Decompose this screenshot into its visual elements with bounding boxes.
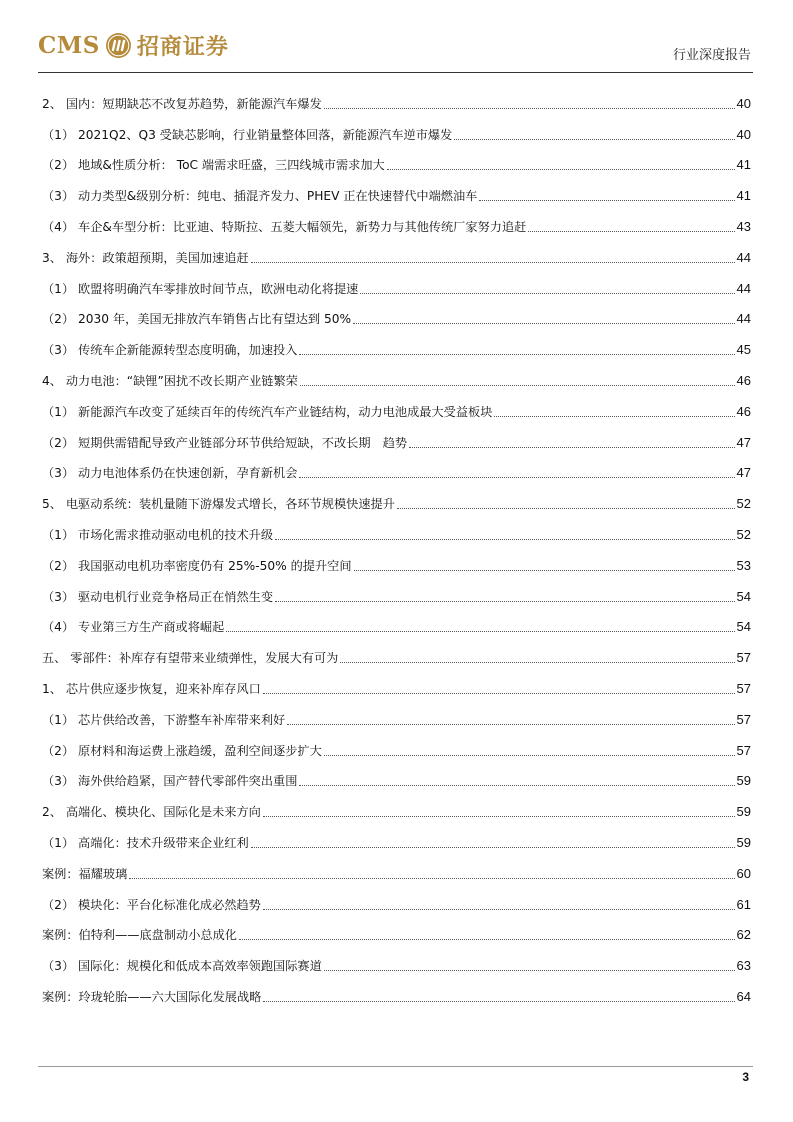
toc-entry-page: 57 [736, 680, 751, 696]
toc-dot-leader [528, 231, 734, 232]
toc-entry[interactable] [42, 852, 751, 883]
toc-entry[interactable] [42, 544, 751, 575]
toc-entry-title: （1） 新能源汽车改变了延续百年的传统汽车产业链结构，动力电池成最大受益板块 [42, 404, 493, 419]
toc-entry[interactable] [42, 390, 751, 421]
toc-entry-title: 案例：福耀玻璃 [42, 866, 128, 881]
toc-entry-page: 47 [736, 465, 751, 481]
toc-dot-leader [263, 1001, 734, 1002]
company-logo [38, 28, 229, 62]
toc-dot-leader [300, 385, 735, 386]
toc-entry-title: 4、 动力电池：“缺锂”困扰不改长期产业链繁荣 [42, 373, 298, 388]
toc-dot-leader [324, 108, 735, 109]
toc-entry-title: （3） 动力电池体系仍在快速创新，孕育新机会 [42, 466, 298, 481]
toc-entry-title: 1、 芯片供应逐步恢复，迎来补库存风口 [42, 681, 261, 696]
toc-dot-leader [251, 262, 735, 263]
toc-entry-title: （3） 动力类型&级别分析：纯电、插混齐发力、PHEV 正在快速替代中端燃油车 [42, 189, 478, 204]
toc-entry-title: 3、 海外：政策超预期，美国加速追赶 [42, 250, 249, 265]
toc-entry-page: 46 [736, 403, 751, 419]
toc-entry[interactable] [42, 790, 751, 821]
toc-entry[interactable] [42, 606, 751, 637]
toc-entry[interactable] [42, 267, 751, 298]
toc-dot-leader [324, 970, 735, 971]
toc-entry-title: （2） 短期供需错配导致产业链部分环节供给短缺，不改长期 趋势 [42, 435, 408, 450]
toc-entry-title: （1） 市场化需求推动驱动电机的技术升级 [42, 527, 274, 542]
toc-entry-page: 44 [736, 280, 751, 296]
toc-entry-page: 47 [736, 434, 751, 450]
toc-dot-leader [239, 939, 735, 940]
toc-entry-title: （4） 车企&车型分析：比亚迪、特斯拉、五菱大幅领先，新势力与其他传统厂家努力追赶 [42, 219, 527, 234]
toc-entry[interactable] [42, 298, 751, 329]
toc-entry[interactable] [42, 328, 751, 359]
toc-entry-title: （2） 模块化：平台化标准化成必然趋势 [42, 897, 261, 912]
toc-dot-leader [263, 816, 735, 817]
toc-entry-page: 53 [736, 557, 751, 573]
toc-entry-page: 59 [736, 773, 751, 789]
toc-dot-leader [275, 601, 735, 602]
page-number: 3 [742, 1070, 749, 1084]
toc-entry[interactable] [42, 482, 751, 513]
toc-dot-leader [360, 293, 734, 294]
toc-entry[interactable] [42, 174, 751, 205]
toc-entry[interactable] [42, 205, 751, 236]
toc-dot-leader [353, 323, 734, 324]
toc-dot-leader [299, 477, 734, 478]
toc-entry-page: 41 [736, 157, 751, 173]
toc-entry-title: （1） 芯片供给改善，下游整车补库带来利好 [42, 712, 286, 727]
toc-entry[interactable] [42, 760, 751, 791]
toc-dot-leader [299, 354, 734, 355]
logo-latin-text: CMS [38, 31, 100, 59]
toc-entry[interactable] [42, 975, 751, 1006]
toc-entry-page: 44 [736, 311, 751, 327]
toc-entry-page: 59 [736, 804, 751, 820]
toc-entry-title: （2） 我国驱动电机功率密度仍有 25%-50% 的提升空间 [42, 558, 352, 573]
toc-entry-title: （4） 专业第三方生产商或将崛起 [42, 620, 225, 635]
toc-entry-title: （3） 海外供给趋紧，国产替代零部件突出重围 [42, 774, 298, 789]
toc-entry[interactable] [42, 667, 751, 698]
toc-dot-leader [299, 785, 734, 786]
table-of-contents [42, 82, 751, 1006]
toc-entry[interactable] [42, 729, 751, 760]
toc-entry[interactable] [42, 821, 751, 852]
toc-entry[interactable] [42, 113, 751, 144]
toc-dot-leader [287, 724, 734, 725]
toc-entry-title: （2） 2030 年，美国无排放汽车销售占比有望达到 50% [42, 312, 352, 327]
toc-entry[interactable] [42, 575, 751, 606]
header-divider [38, 72, 753, 73]
toc-dot-leader [324, 755, 735, 756]
toc-dot-leader [387, 169, 735, 170]
toc-dot-leader [251, 847, 735, 848]
toc-entry-title: 案例：玲珑轮胎——六大国际化发展战略 [42, 989, 262, 1004]
toc-entry-page: 44 [736, 249, 751, 265]
toc-entry-page: 40 [736, 126, 751, 142]
toc-entry-page: 59 [736, 834, 751, 850]
toc-entry[interactable] [42, 82, 751, 113]
toc-entry-title: 5、 电驱动系统：装机量随下游爆发式增长，各环节规模快速提升 [42, 497, 395, 512]
toc-entry-title: （3） 传统车企新能源转型态度明确，加速投入 [42, 343, 298, 358]
toc-entry[interactable] [42, 144, 751, 175]
toc-entry-title: （3） 国际化：规模化和低成本高效率领跑国际赛道 [42, 959, 322, 974]
toc-entry[interactable] [42, 636, 751, 667]
toc-dot-leader [129, 878, 734, 879]
logo-chinese-text: 招商证券 [136, 33, 229, 60]
toc-entry-page: 63 [736, 958, 751, 974]
toc-dot-leader [409, 447, 734, 448]
toc-entry-page: 64 [736, 988, 751, 1004]
toc-entry-page: 57 [736, 650, 751, 666]
toc-dot-leader [263, 909, 735, 910]
toc-entry-title: （1） 高端化：技术升级带来企业红利 [42, 835, 249, 850]
toc-entry-page: 54 [736, 588, 751, 604]
toc-entry-title: （3） 驱动电机行业竞争格局正在悄然生变 [42, 589, 274, 604]
toc-entry[interactable] [42, 452, 751, 483]
toc-entry-page: 43 [736, 218, 751, 234]
toc-entry[interactable] [42, 914, 751, 945]
toc-entry-page: 61 [736, 896, 751, 912]
footer-divider [38, 1066, 753, 1067]
toc-entry-page: 52 [736, 526, 751, 542]
report-type-label: 行业深度报告 [672, 48, 751, 63]
toc-entry-title: 2、 高端化、模块化、国际化是未来方向 [42, 805, 261, 820]
toc-entry-title: 2、 国内：短期缺芯不改复苏趋势，新能源汽车爆发 [42, 96, 322, 111]
toc-entry-page: 40 [736, 95, 751, 111]
toc-entry-page: 54 [736, 619, 751, 635]
toc-entry-title: （2） 地域&性质分析： ToC 端需求旺盛，三四线城市需求加大 [42, 158, 385, 173]
toc-entry-page: 41 [736, 188, 751, 204]
toc-entry[interactable] [42, 236, 751, 267]
toc-dot-leader [397, 508, 735, 509]
toc-entry-page: 46 [736, 372, 751, 388]
toc-entry-page: 45 [736, 342, 751, 358]
toc-entry-page: 57 [736, 711, 751, 727]
page-header [38, 28, 753, 66]
toc-entry[interactable] [42, 883, 751, 914]
toc-entry-title: （2） 原材料和海运费上涨趋缓，盈利空间逐步扩大 [42, 743, 322, 758]
toc-entry-page: 57 [736, 742, 751, 758]
toc-entry[interactable] [42, 698, 751, 729]
toc-entry[interactable] [42, 513, 751, 544]
toc-entry-title: （1） 2021Q2、Q3 受缺芯影响，行业销量整体回落，新能源汽车逆市爆发 [42, 127, 453, 142]
logo-emblem-icon [105, 32, 132, 59]
toc-dot-leader [454, 139, 734, 140]
toc-entry[interactable] [42, 421, 751, 452]
toc-entry-page: 60 [736, 865, 751, 881]
toc-dot-leader [275, 539, 735, 540]
toc-entry[interactable] [42, 359, 751, 390]
toc-entry-title: 案例：伯特利——底盘制动小总成化 [42, 928, 237, 943]
toc-dot-leader [263, 693, 735, 694]
toc-entry-title: （1） 欧盟将明确汽车零排放时间节点，欧洲电动化将提速 [42, 281, 359, 296]
toc-dot-leader [226, 631, 734, 632]
toc-entry-page: 52 [736, 496, 751, 512]
toc-entry-title: 五、 零部件：补库存有望带来业绩弹性，发展大有可为 [42, 651, 339, 666]
toc-entry[interactable] [42, 944, 751, 975]
toc-dot-leader [479, 200, 734, 201]
toc-entry-page: 62 [736, 927, 751, 943]
toc-dot-leader [340, 662, 734, 663]
toc-dot-leader [354, 570, 735, 571]
toc-dot-leader [494, 416, 734, 417]
